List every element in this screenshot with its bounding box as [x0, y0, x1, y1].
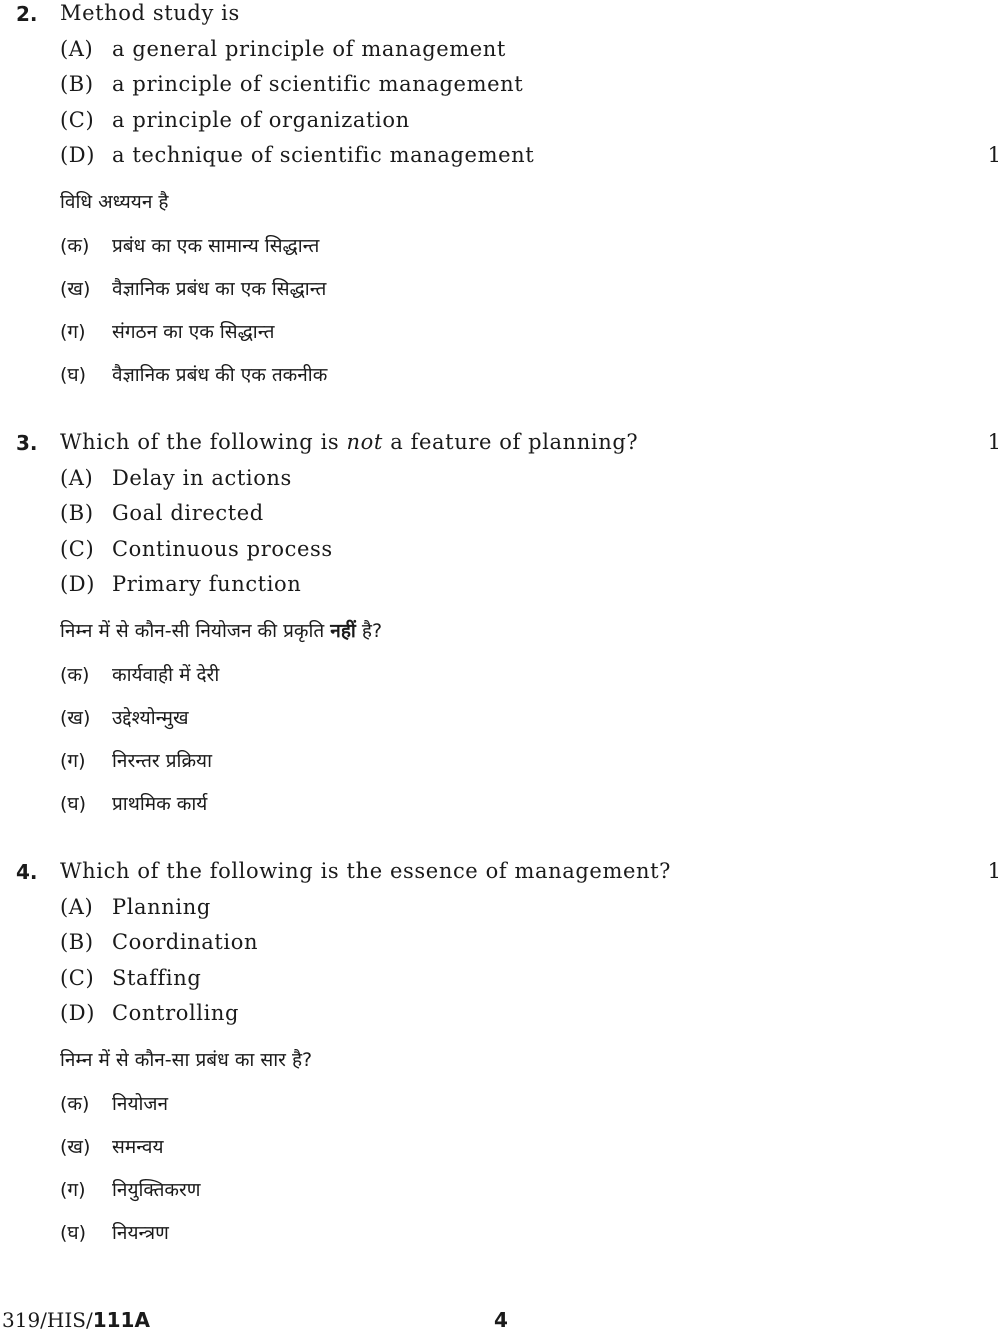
option-label: (C) — [60, 966, 95, 990]
option-label: (ग) — [60, 750, 86, 772]
option-label: (ख) — [60, 278, 91, 300]
option-label: (क) — [60, 235, 90, 257]
hindi-option-ka — [60, 232, 319, 258]
option-b — [60, 501, 264, 525]
marks: 1 — [987, 143, 1001, 167]
option-text: नियोजन — [112, 1093, 169, 1115]
question-number: 2. — [16, 2, 38, 26]
hindi-option-ga — [60, 318, 274, 344]
hindi-option-ga — [60, 747, 212, 773]
hindi-option-ka — [60, 661, 219, 687]
option-label: (ग) — [60, 321, 86, 343]
option-label: (घ) — [60, 364, 87, 386]
option-text: a principle of scientific management — [112, 72, 524, 96]
option-text: Planning — [112, 895, 211, 919]
option-b — [60, 72, 523, 96]
option-c — [60, 966, 201, 990]
option-c — [60, 108, 410, 132]
hindi-option-gha — [60, 361, 327, 387]
option-text: प्रबंध का एक सामान्य सिद्धान्त — [112, 235, 320, 257]
option-label: (C) — [60, 537, 95, 561]
hindi-option-gha — [60, 1219, 169, 1245]
option-a — [60, 37, 506, 61]
option-text: a technique of scientific management — [112, 143, 535, 167]
option-d — [60, 572, 301, 596]
question-text: Method study is — [60, 1, 240, 25]
option-label: (D) — [60, 1001, 96, 1025]
hindi-option-ga — [60, 1176, 201, 1202]
hindi-option-ka — [60, 1090, 168, 1116]
option-text: कार्यवाही में देरी — [112, 664, 220, 686]
marks: 1 — [987, 430, 1001, 454]
option-label: (A) — [60, 37, 94, 61]
option-text: प्राथमिक कार्य — [112, 793, 208, 815]
option-label: (D) — [60, 572, 96, 596]
option-text: Primary function — [112, 572, 302, 596]
option-text: Delay in actions — [112, 466, 292, 490]
option-label: (C) — [60, 108, 95, 132]
option-text: संगठन का एक सिद्धान्त — [112, 321, 275, 343]
option-text: वैज्ञानिक प्रबंध की एक तकनीक — [112, 364, 328, 386]
option-text: निरन्तर प्रक्रिया — [112, 750, 212, 772]
option-label: (ख) — [60, 1136, 91, 1158]
hindi-question-text: निम्न में से कौन-सा प्रबंध का सार है? — [60, 1049, 313, 1071]
option-label: (A) — [60, 466, 94, 490]
option-a — [60, 466, 292, 490]
emphasis: नहीं — [330, 620, 356, 642]
option-text: उद्देश्योन्मुख — [112, 707, 189, 729]
option-text: a general principle of management — [112, 37, 506, 61]
option-d — [60, 143, 534, 167]
option-text: Continuous process — [112, 537, 333, 561]
hindi-question-text: विधि अध्ययन है — [60, 191, 169, 213]
option-text: नियुक्तिकरण — [112, 1179, 201, 1201]
page-number: 4 — [494, 1308, 508, 1332]
option-text: समन्वय — [112, 1136, 164, 1158]
option-label: (ग) — [60, 1179, 86, 1201]
option-label: (B) — [60, 501, 94, 525]
paper-code: 319/HIS/111A — [2, 1308, 150, 1332]
hindi-option-kha — [60, 275, 326, 301]
option-label: (ख) — [60, 707, 91, 729]
option-label: (B) — [60, 72, 94, 96]
option-text: वैज्ञानिक प्रबंध का एक सिद्धान्त — [112, 278, 327, 300]
option-text: Controlling — [112, 1001, 240, 1025]
paper-code-bold: 111A — [92, 1308, 150, 1332]
option-label: (क) — [60, 664, 90, 686]
option-label: (क) — [60, 1093, 90, 1115]
question-text: Which of the following is not a feature of planning? — [60, 430, 639, 454]
question-text: Which of the following is the essence of management? — [60, 859, 672, 883]
option-a — [60, 895, 211, 919]
option-b — [60, 930, 258, 954]
option-text: a principle of organization — [112, 108, 410, 132]
option-label: (A) — [60, 895, 94, 919]
option-d — [60, 1001, 239, 1025]
option-c — [60, 537, 333, 561]
option-label: (घ) — [60, 1222, 87, 1244]
option-label: (घ) — [60, 793, 87, 815]
option-text: Goal directed — [112, 501, 264, 525]
option-text: Coordination — [112, 930, 259, 954]
marks: 1 — [987, 859, 1001, 883]
question-number: 4. — [16, 860, 38, 884]
option-text: नियन्त्रण — [112, 1222, 169, 1244]
hindi-option-gha — [60, 790, 207, 816]
option-label: (B) — [60, 930, 94, 954]
option-text: Staffing — [112, 966, 202, 990]
question-number: 3. — [16, 431, 38, 455]
emphasis: not — [346, 430, 383, 454]
option-label: (D) — [60, 143, 96, 167]
hindi-option-kha — [60, 1133, 163, 1159]
hindi-question-text: निम्न में से कौन-सी नियोजन की प्रकृति नहीं है? — [60, 620, 383, 642]
hindi-option-kha — [60, 704, 189, 730]
